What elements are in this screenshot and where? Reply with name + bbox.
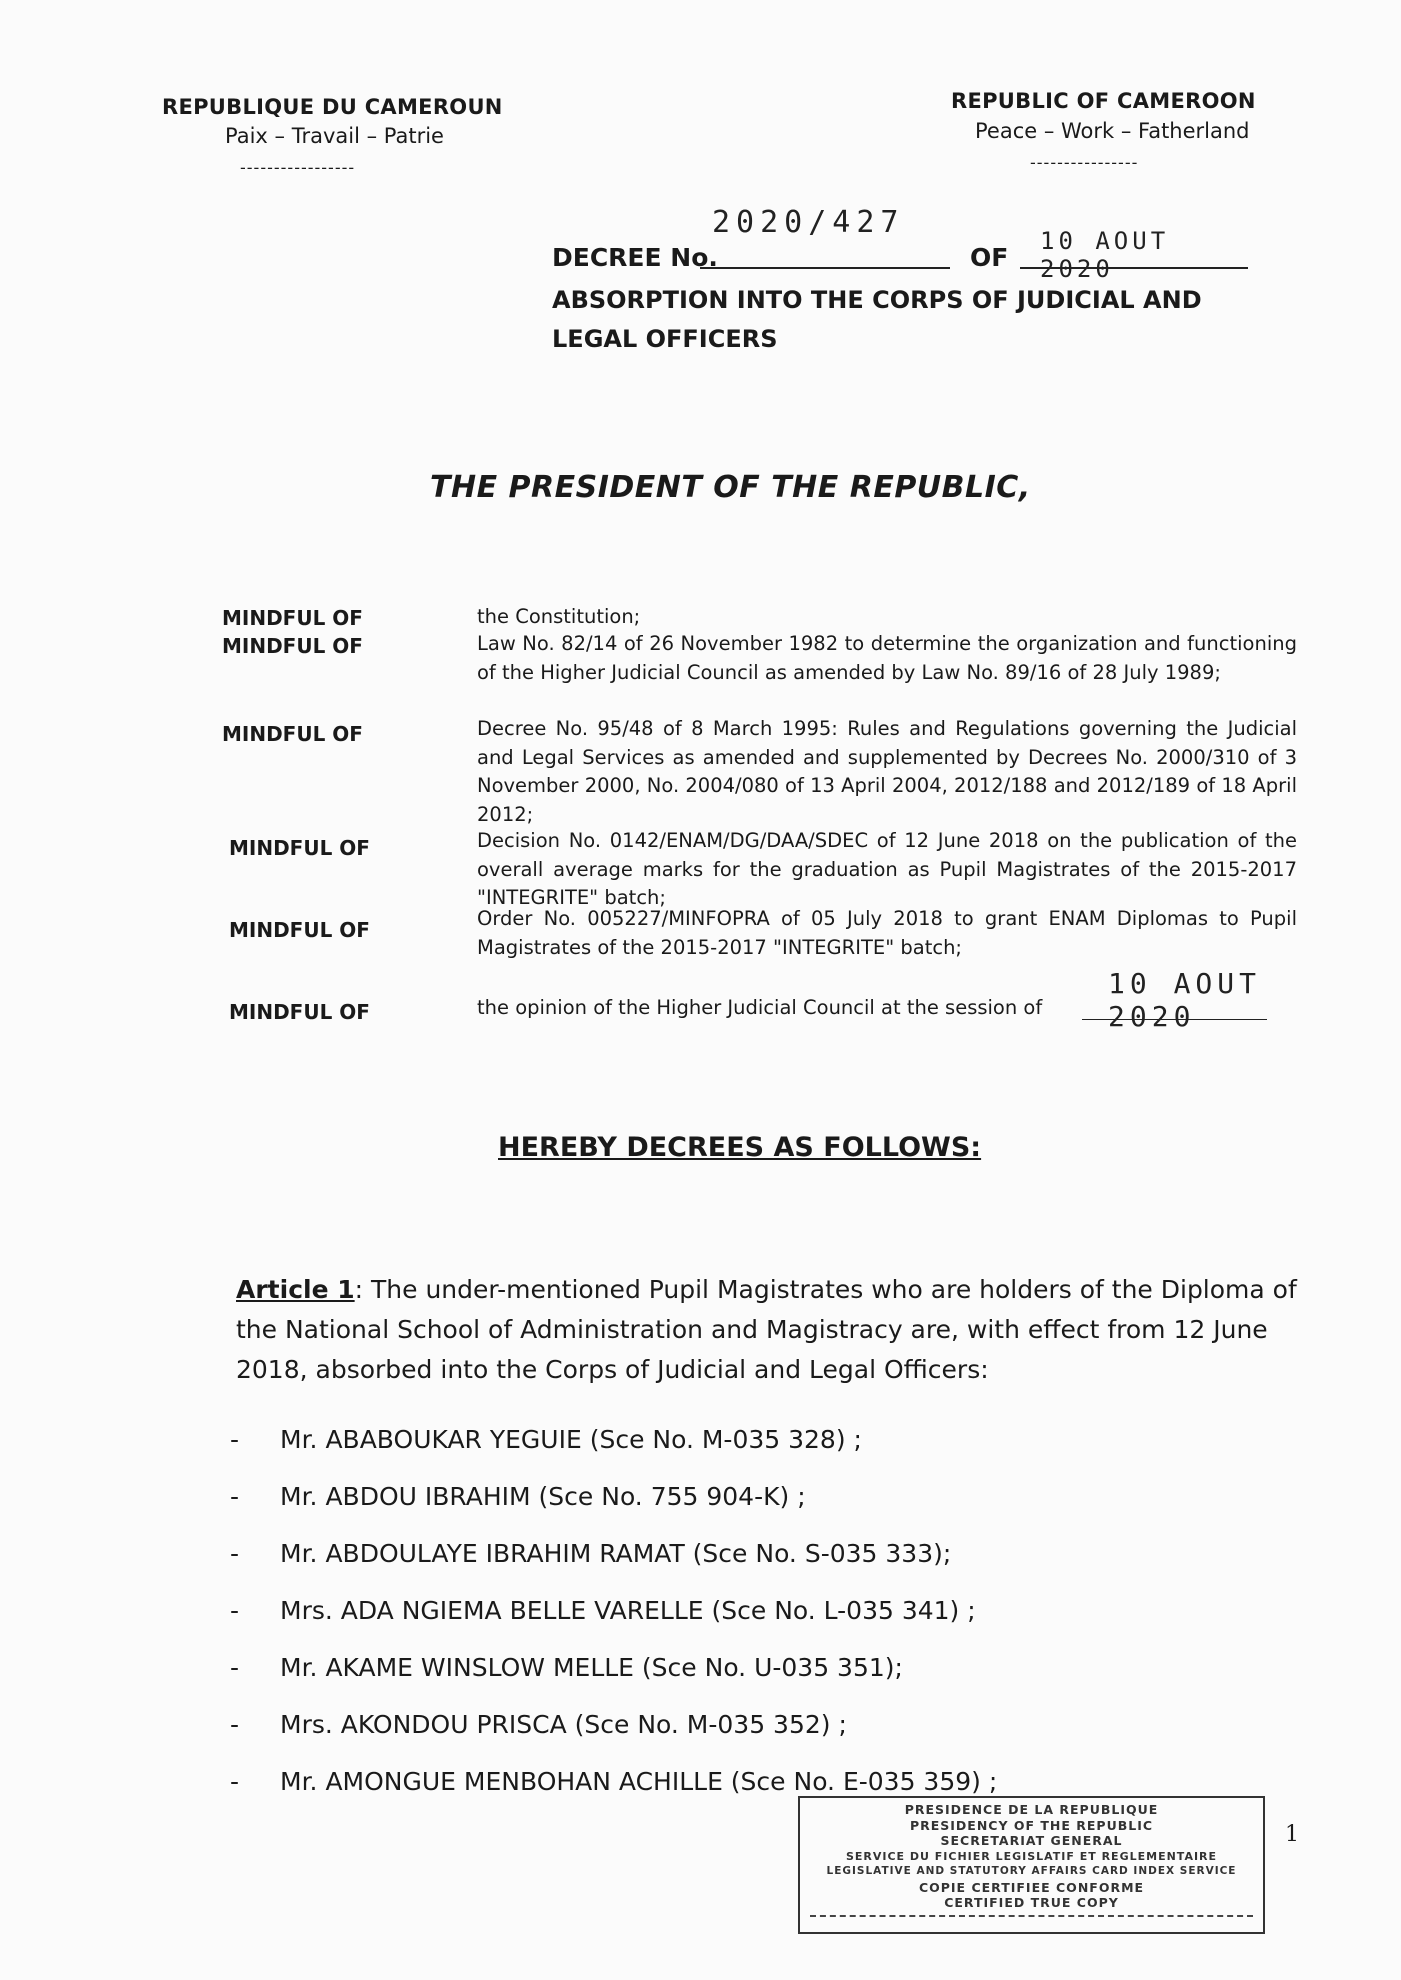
mindful-label-4: MINDFUL OF [229,836,370,860]
president-heading: THE PRESIDENT OF THE REPUBLIC, [430,470,1031,505]
list-item: - Mr. ABDOULAYE IBRAHIM RAMAT (Sce No. S-035 333); [230,1539,952,1568]
council-date-field [1082,965,1267,1033]
magistrate-name: Mrs. AKONDOU PRISCA (Sce No. M-035 352) ; [280,1710,847,1739]
header-right-country: REPUBLIC OF CAMEROON [951,89,1256,113]
page-number: 1 [1285,1822,1299,1847]
decree-no-label: DECREE No. [552,243,718,272]
mindful-text-2: Law No. 82/14 of 26 November 1982 to determine the organization and functioning of the Higher Judicial Council as amended by Law No. 89/16 of 28 July 1989; [477,632,1297,684]
magistrate-name: Mr. ABDOULAYE IBRAHIM RAMAT (Sce No. S-035 333); [280,1539,952,1568]
decree-date-field [1020,225,1248,283]
decree-of-label: OF [970,243,1009,272]
stamp-line: LEGISLATIVE AND STATUTORY AFFAIRS CARD INDEX SERVICE [826,1865,1237,1877]
header-right-divider: ---------------- [1030,153,1139,172]
stamp-line: PRESIDENCY OF THE REPUBLIC [909,1817,1154,1833]
article-1-label: Article 1 [236,1275,355,1304]
decree-number-field [700,205,950,269]
article-1 [236,1270,1301,1390]
magistrate-name: Mr. ABABOUKAR YEGUIE (Sce No. M-035 328) ; [280,1425,862,1454]
decree-subject: ABSORPTION INTO THE CORPS OF JUDICIAL AND LEGAL OFFICERS [552,286,1202,353]
certified-copy-stamp [798,1796,1265,1934]
mindful-label-6: MINDFUL OF [229,1000,370,1024]
stamp-line: SECRETARIAT GENERAL [940,1833,1123,1848]
stamp-line: SERVICE DU FICHIER LEGISLATIF ET REGLEMENTAIRE [845,1849,1218,1863]
mindful-label-1: MINDFUL OF [222,606,363,630]
header-right-motto: Peace – Work – Fatherland [975,119,1250,143]
magistrate-name: Mr. AMONGUE MENBOHAN ACHILLE (Sce No. E-035 359) ; [280,1767,998,1796]
list-item: - Mrs. ADA NGIEMA BELLE VARELLE (Sce No. L-035 341) ; [230,1596,976,1625]
article-1-text: : The under-mentioned Pupil Magistrates who are holders of the Diploma of the National School of Administration and Magistracy are, with effect from 12 June 2018, absorbed into the Corps of Judicial and Legal Officers: [236,1275,1297,1384]
list-item: - Mrs. AKONDOU PRISCA (Sce No. M-035 352) ; [230,1710,847,1739]
list-item: - Mr. ABDOU IBRAHIM (Sce No. 755 904-K) ; [230,1482,806,1511]
mindful-label-5: MINDFUL OF [229,918,370,942]
decree-number: 2020/427 [712,205,905,240]
stamp-line: CERTIFIED TRUE COPY [944,1895,1119,1910]
mindful-text-1: the Constitution; [477,605,641,628]
magistrates-list [230,1425,1230,1824]
mindful-label-3: MINDFUL OF [222,722,363,746]
mindful-text-3: Decree No. 95/48 of 8 March 1995: Rules and Regulations governing the Judicial and Legal Services as amended and supplemented by Decrees No. 2000/310 of 3 November 2000, No. 2004/080 of 13 April 2004, 2012/188 and 2012/189 of 18 April 2012; [477,717,1297,826]
mindful-text-4: Decision No. 0142/ENAM/DG/DAA/SDEC of 12 June 2018 on the publication of the overall average marks for the graduation as Pupil Magistrates of the 2015-2017 "INTEGRITE" batch; [477,829,1297,909]
mindful-text-6: the opinion of the Higher Judicial Council at the session of [477,996,1043,1019]
header-left-country: REPUBLIQUE DU CAMEROUN [162,95,503,119]
stamp-line: COPIE CERTIFIEE CONFORME [918,1879,1145,1895]
decree-date: 10 AOUT 2020 [1040,227,1170,283]
magistrate-name: Mr. ABDOU IBRAHIM (Sce No. 755 904-K) ; [280,1482,806,1511]
hereby-decrees-heading: HEREBY DECREES AS FOLLOWS: [498,1132,982,1163]
mindful-text-5: Order No. 005227/MINFOPRA of 05 July 2018 to grant ENAM Diplomas to Pupil Magistrates of the 2015-2017 "INTEGRITE" batch; [477,907,1297,959]
magistrate-name: Mr. AKAME WINSLOW MELLE (Sce No. U-035 351); [280,1653,903,1682]
header-left-divider: ----------------- [240,158,356,177]
list-item: - Mr. ABABOUKAR YEGUIE (Sce No. M-035 328) ; [230,1425,862,1454]
list-item: - Mr. AMONGUE MENBOHAN ACHILLE (Sce No. E-035 359) ; [230,1767,998,1796]
mindful-label-2: MINDFUL OF [222,634,363,658]
magistrate-name: Mrs. ADA NGIEMA BELLE VARELLE (Sce No. L-035 341) ; [280,1596,976,1625]
list-item: - Mr. AKAME WINSLOW MELLE (Sce No. U-035 351); [230,1653,903,1682]
stamp-line: PRESIDENCE DE LA REPUBLIQUE [904,1802,1159,1817]
stamp-dashed-line [810,1915,1253,1917]
council-date: 10 AOUT 2020 [1108,967,1262,1033]
header-left-motto: Paix – Travail – Patrie [225,124,444,148]
